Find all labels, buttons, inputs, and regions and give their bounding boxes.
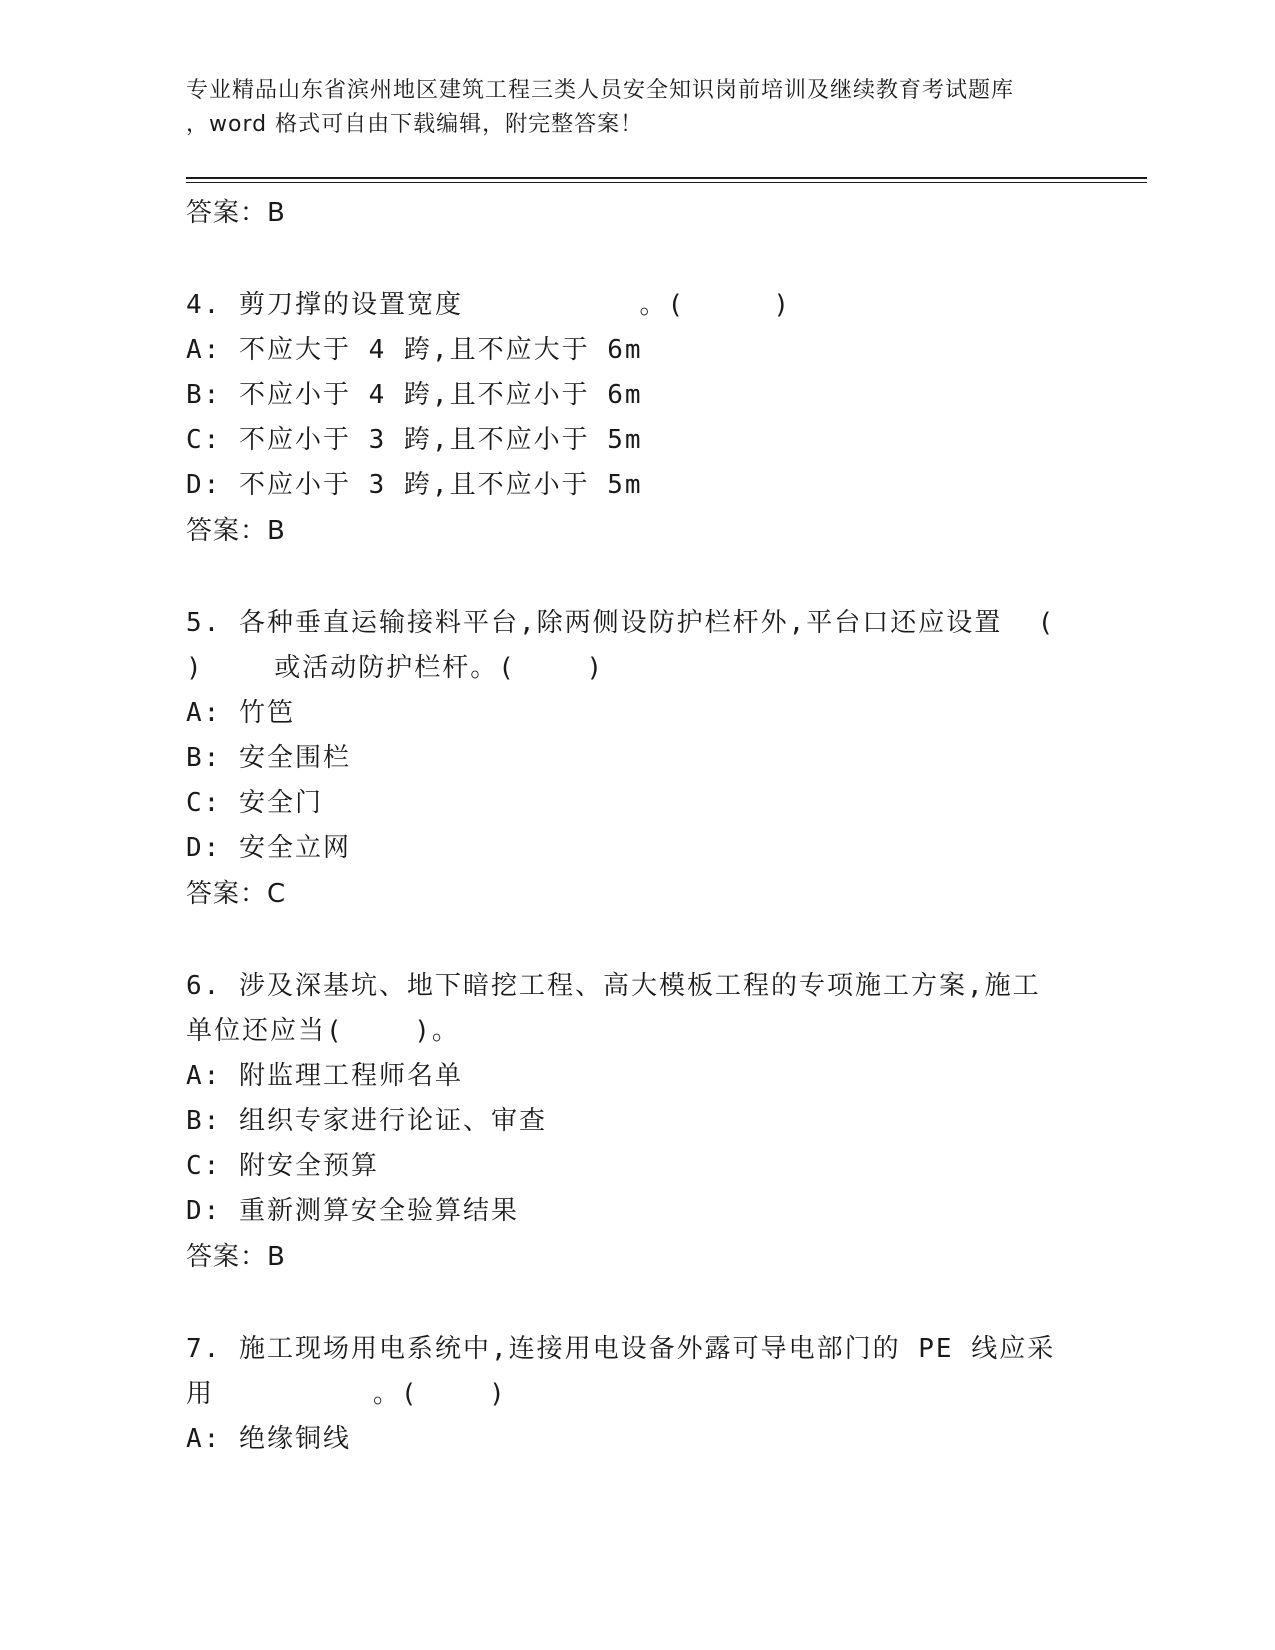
option-a: A: 绝缘铜线: [186, 1424, 351, 1454]
option-d: D: 重新测算安全验算结果: [186, 1196, 519, 1226]
question-item: [186, 964, 1086, 1234]
spacer: [186, 1280, 1086, 1327]
option-a: A: 附监理工程师名单: [186, 1061, 463, 1091]
answer-line: 答案：B: [186, 1242, 286, 1272]
spacer: [186, 236, 1086, 283]
option-c: C: 安全门: [186, 788, 323, 818]
question-item: [186, 283, 1086, 508]
option-d: D: 安全立网: [186, 833, 351, 863]
option-a: A: 竹笆: [186, 698, 295, 728]
option-a: A: 不应大于 4 跨,且不应大于 6m: [186, 335, 643, 365]
question-item: [186, 601, 1086, 871]
header-title-line-2: ，word 格式可自由下载编辑，附完整答案！: [186, 112, 644, 137]
header-title-line-1: 专业精品山东省滨州地区建筑工程三类人员安全知识岗前培训及继续教育考试题库: [186, 78, 1015, 103]
option-c: C: 不应小于 3 跨,且不应小于 5m: [186, 425, 643, 455]
question-text: 4. 剪刀撑的设置宽度 。( ): [186, 290, 792, 320]
header-rule-thin: [186, 182, 1147, 183]
spacer: [186, 917, 1086, 964]
document-header: [186, 74, 1106, 142]
question-text: 7. 施工现场用电系统中,连接用电设备外露可导电部门的 PE 线应采 用 。( ): [186, 1334, 1056, 1409]
answer-line: 答案：B: [186, 198, 286, 228]
question-text: 6. 涉及深基坑、地下暗挖工程、高大模板工程的专项施工方案,施工 单位还应当( )。: [186, 971, 1041, 1046]
answer-line: 答案：C: [186, 879, 287, 909]
option-b: B: 组织专家进行论证、审查: [186, 1106, 547, 1136]
option-b: B: 不应小于 4 跨,且不应小于 6m: [186, 380, 643, 410]
question-item: [186, 1327, 1086, 1462]
header-rule-thick: [186, 177, 1147, 179]
option-b: B: 安全围栏: [186, 743, 351, 773]
option-d: D: 不应小于 3 跨,且不应小于 5m: [186, 470, 643, 500]
document-body: [186, 190, 1086, 1462]
spacer: [186, 554, 1086, 601]
answer-line: 答案：B: [186, 516, 286, 546]
question-text: 5. 各种垂直运输接料平台,除两侧设防护栏杆外,平台口还应设置 ( ) 或活动防护栏杆。( ): [186, 608, 1056, 683]
option-c: C: 附安全预算: [186, 1151, 379, 1181]
